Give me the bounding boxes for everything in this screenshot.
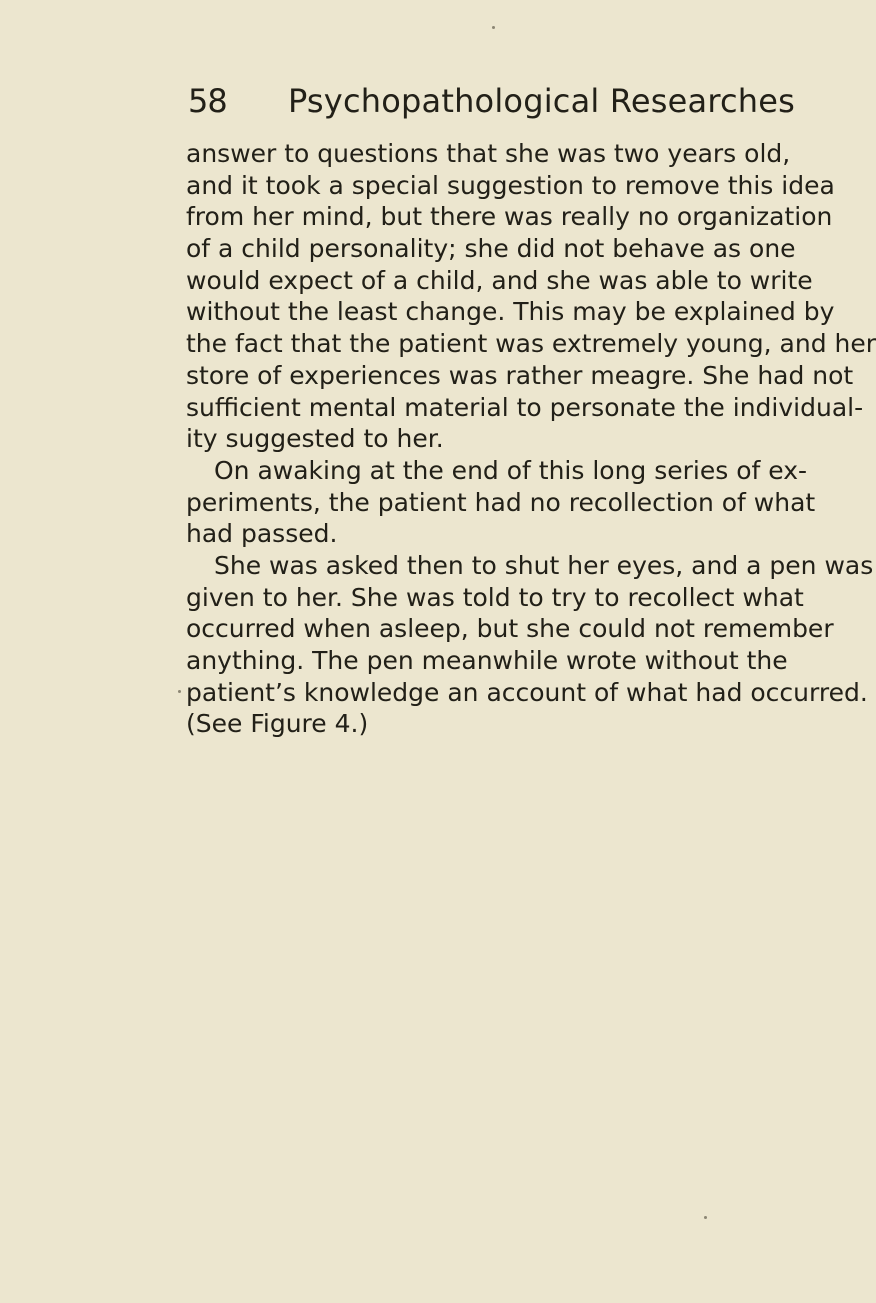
text-line: On awaking at the end of this long series of ex- [214, 455, 808, 485]
text-line: the fact that the patient was extremely young, and her [186, 329, 876, 359]
text-line: occurred when asleep, but she could not remember [186, 614, 834, 644]
text-line: patient’s knowledge an account of what had occurred. [186, 677, 868, 707]
page-header [188, 78, 796, 128]
body-text [186, 138, 876, 740]
paper-speck [492, 26, 495, 29]
text-line: from her mind, but there was really no organization [186, 202, 833, 232]
running-head: Psychopathological Researches [288, 82, 796, 120]
text-line: anything. The pen meanwhile wrote without the [186, 646, 788, 675]
text-line: without the least change. This may be explained by [186, 297, 835, 327]
paper-speck [178, 690, 181, 693]
text-line: periments, the patient had no recollection of what [186, 487, 816, 517]
paper-speck [704, 1216, 707, 1219]
text-line: answer to questions that she was two years old, [186, 139, 791, 168]
text-line: store of experiences was rather meagre. She had not [186, 360, 854, 390]
text-line: and it took a special suggestion to remove this idea [186, 170, 835, 200]
text-line: given to her. She was told to try to recollect what [186, 582, 804, 612]
text-line: ity suggested to her. [186, 424, 444, 454]
text-line: She was asked then to shut her eyes, and a pen was [214, 550, 874, 580]
text-line: had passed. [186, 519, 338, 549]
text-line: sufficient mental material to personate the individual- [186, 392, 864, 422]
text-line: (See Figure 4.) [186, 709, 369, 739]
text-line: of a child personality; she did not behave as one [186, 234, 796, 264]
page-number: 58 [188, 82, 227, 120]
text-line: would expect of a child, and she was able to write [186, 265, 813, 295]
